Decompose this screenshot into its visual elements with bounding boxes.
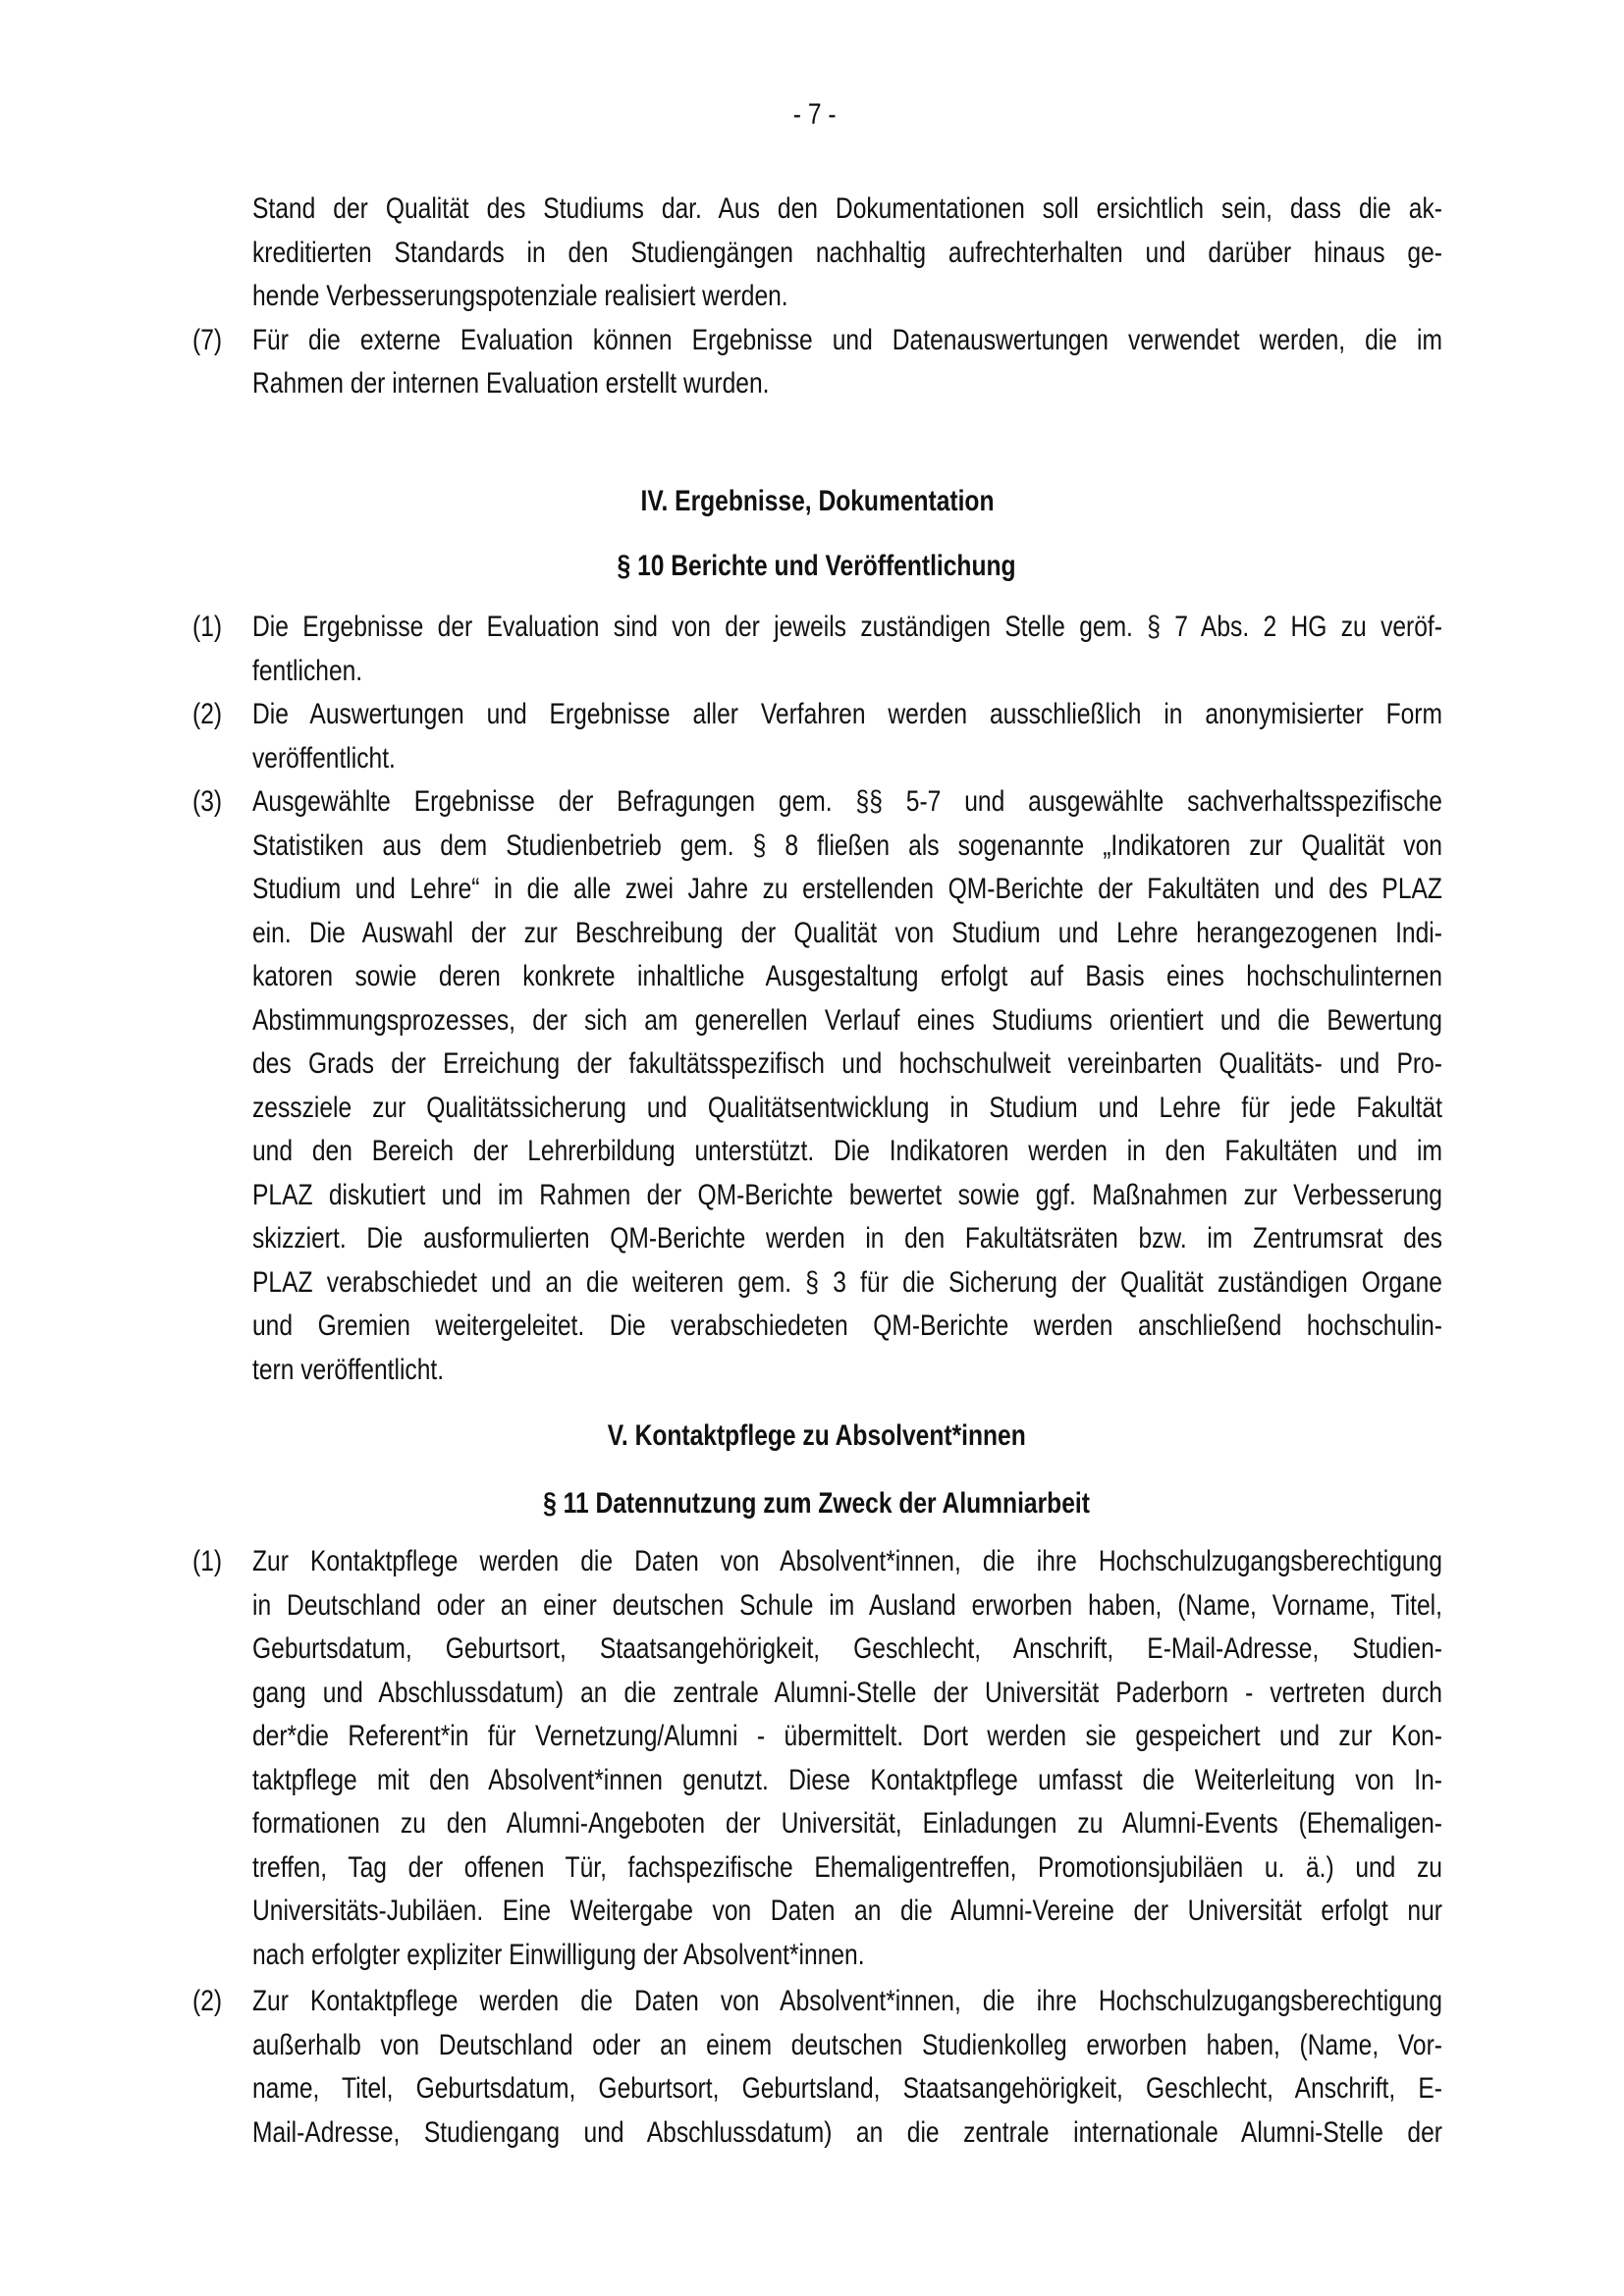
paragraph-heading-10: § 10 Berichte und Veröffentlichung — [618, 550, 1016, 582]
text-line: der*die Referent*in für Vernetzung/Alumni - übermittelt. Dort werden sie gespeichert und zur Kon- — [252, 1720, 1442, 1752]
text-line: formationen zu den Alumni-Angeboten der Universität, Einladungen zu Alumni-Events (Ehemaligen- — [252, 1807, 1442, 1840]
paragraph-heading-11: § 11 Datennutzung zum Zweck der Alumniarbeit — [543, 1487, 1091, 1520]
text-block-11-1 — [0, 1540, 1451, 1977]
text-line: taktpflege mit den Absolvent*innen genutzt. Diese Kontaktpflege umfasst die Weiterleitung von In- — [252, 1763, 1442, 1796]
text-line: Universitäts-Jubiläen. Eine Weitergabe von Daten an die Alumni-Vereine der Universität erfolgt nur — [252, 1895, 1442, 1927]
numbered-paragraph — [0, 1540, 1451, 1977]
paragraph-number: (1) — [192, 1545, 223, 1577]
page-number: - 7 - — [793, 98, 837, 131]
paragraph-number: (1) — [192, 611, 223, 643]
numbered-paragraph — [0, 780, 1451, 1392]
text-line: Zur Kontaktpflege werden die Daten von Absolvent*innen, die ihre Hochschulzugangsberechtigung — [252, 1985, 1442, 2017]
text-line: Zur Kontaktpflege werden die Daten von Absolvent*innen, die ihre Hochschulzugangsberechtigung — [252, 1545, 1442, 1577]
numbered-paragraph — [0, 1980, 1451, 2155]
text-line: gang und Abschlussdatum) an die zentrale Alumni-Stelle der Universität Paderborn - vertreten durch — [252, 1676, 1442, 1709]
text-line: tern veröffentlicht. — [252, 1353, 445, 1386]
section-heading-iv: IV. Ergebnisse, Dokumentation — [640, 485, 994, 517]
numbered-paragraph — [0, 606, 1451, 693]
text-line: Geburtsdatum, Geburtsort, Staatsangehörigkeit, Geschlecht, Anschrift, E-Mail-Adresse, Studien- — [252, 1632, 1442, 1665]
text-line: Studium und Lehre“ in die alle zwei Jahre zu erstellenden QM-Berichte der Fakultäten und des PLAZ — [252, 873, 1442, 905]
text-line: des Grads der Erreichung der fakultätsspezifisch und hochschulweit vereinbarten Qualitäts- und Pro- — [252, 1047, 1442, 1080]
section-heading-v: V. Kontaktpflege zu Absolvent*innen — [607, 1419, 1026, 1452]
text-line: treffen, Tag der offenen Tür, fachspezifische Ehemaligentreffen, Promotionsjubiläen u. ä.) und zu — [252, 1850, 1442, 1884]
text-line: veröffentlicht. — [252, 741, 396, 774]
text-line: und den Bereich der Lehrerbildung unterstützt. Die Indikatoren werden in den Fakultäten und im — [252, 1135, 1442, 1167]
text-line: Stand der Qualität des Studiums dar. Aus den Dokumentationen soll ersichtlich sein, dass die ak- — [252, 192, 1442, 225]
text-block-10-2 — [0, 693, 1451, 780]
text-line: Abstimmungsprozesses, der sich am generellen Verlauf eines Studiums orientiert und die Bewertung — [252, 1003, 1442, 1037]
text-line: in Deutschland oder an einer deutschen Schule im Ausland erworben haben, (Name, Vorname, Titel, — [252, 1588, 1442, 1622]
text-line: Mail-Adresse, Studiengang und Abschlussdatum) an die zentrale internationale Alumni-Stelle der — [252, 2115, 1442, 2149]
text-line: kreditierten Standards in den Studiengängen nachhaltig aufrechterhalten und darüber hinaus ge- — [252, 236, 1442, 269]
numbered-paragraph — [0, 693, 1451, 780]
paragraph-number: (2) — [192, 698, 223, 730]
text-line: zessziele zur Qualitätssicherung und Qualitätsentwicklung in Studium und Lehre für jede Fakultät — [252, 1091, 1442, 1124]
text-line: hende Verbesserungspotenziale realisiert werden. — [252, 280, 788, 312]
text-block-10-1 — [0, 606, 1451, 693]
text-block-evaluation-end — [0, 187, 1451, 406]
paragraph-number: (3) — [192, 785, 223, 818]
text-block-10-3 — [0, 780, 1451, 1392]
text-line: Die Ergebnisse der Evaluation sind von der jeweils zuständigen Stelle gem. § 7 Abs. 2 HG zu veröf- — [252, 611, 1442, 643]
text-line: katoren sowie deren konkrete inhaltliche Ausgestaltung erfolgt auf Basis eines hochschulinternen — [252, 960, 1442, 992]
numbered-paragraph — [0, 319, 1451, 406]
text-block-11-2 — [0, 1980, 1451, 2155]
text-line: PLAZ diskutiert und im Rahmen der QM-Berichte bewertet sowie ggf. Maßnahmen zur Verbesserung — [252, 1178, 1442, 1211]
text-line: ein. Die Auswahl der zur Beschreibung der Qualität von Studium und Lehre herangezogenen Indi- — [252, 916, 1442, 949]
text-line: außerhalb von Deutschland oder an einem deutschen Studienkolleg erworben haben, (Name, Vor- — [252, 2028, 1442, 2061]
paragraph-number: (2) — [192, 1985, 223, 2017]
text-line: Die Auswertungen und Ergebnisse aller Verfahren werden ausschließlich in anonymisierter Form — [252, 698, 1442, 730]
text-line: Statistiken aus dem Studienbetrieb gem. § 8 fließen als sogenannte „Indikatoren zur Qualität von — [252, 828, 1442, 862]
text-line: PLAZ verabschiedet und an die weiteren gem. § 3 für die Sicherung der Qualität zuständigen Organe — [252, 1265, 1442, 1299]
text-line: name, Titel, Geburtsdatum, Geburtsort, Geburtsland, Staatsangehörigkeit, Geschlecht, Anschrift, E- — [252, 2072, 1442, 2105]
text-line: und Gremien weitergeleitet. Die verabschiedeten QM-Berichte werden anschließend hochschulin- — [252, 1309, 1442, 1342]
text-line: nach erfolgter expliziter Einwilligung der Absolvent*innen. — [252, 1938, 865, 1971]
paragraph-number: (7) — [192, 323, 223, 356]
text-line: Ausgewählte Ergebnisse der Befragungen gem. §§ 5-7 und ausgewählte sachverhaltsspezifische — [252, 785, 1442, 818]
numbered-paragraph — [0, 187, 1451, 319]
text-line: fentlichen. — [252, 654, 363, 687]
text-line: skizziert. Die ausformulierten QM-Berichte werden in den Fakultätsräten bzw. im Zentrumsrat des — [252, 1222, 1442, 1255]
text-line: Für die externe Evaluation können Ergebnisse und Datenauswertungen verwendet werden, die im — [252, 323, 1442, 356]
text-line: Rahmen der internen Evaluation erstellt wurden. — [252, 367, 770, 400]
